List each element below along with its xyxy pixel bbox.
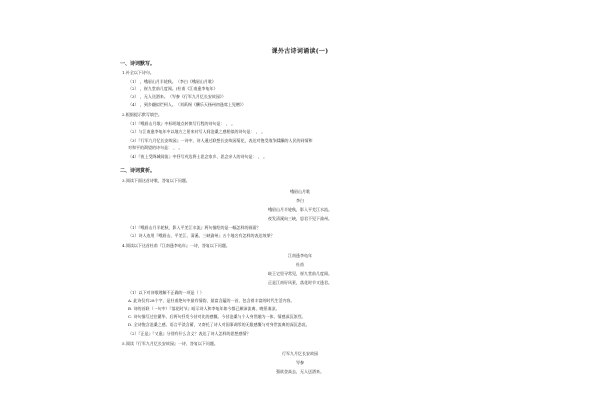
q4-item: （1）以下对诗歌理解不正确的一项是（ ） <box>128 290 204 295</box>
question-1: 1.补全以下诗句。 <box>122 70 154 75</box>
q2-line: （4）『夜上受降城闻笛』中抒写戍边将士思念家乡、思念亲人的诗句是： ， 。 <box>128 154 268 159</box>
poem-2-line: 正是江南好风景，落花时节又逢君。 <box>268 280 332 285</box>
poem-3-line: 强欲登高去，无人送酒来。 <box>276 369 324 374</box>
q3-item: （2）诗人连用『峨眉山、平羌江、清溪、三峡渝州』五个地名有怎样的表达效果？ <box>128 233 275 238</box>
page-title: 课外古诗词诵读(一) <box>271 48 329 55</box>
section-1-heading: 一、诗词默写。 <box>120 61 156 67</box>
q2-line: （1）『峨眉山月歌』中标明地点转换写行程的诗句是： ， 。 <box>128 121 236 126</box>
q4-option: A. 此诗仅有28个字，是杜甫绝句中最有情韵、最富含蕴的一首，包含着丰富的时代生活内容。 <box>128 298 295 303</box>
q1-line: （1） ，峨眉山月半轮秋。（李白《峨眉山月歌》 <box>128 79 216 84</box>
poem-2-title: 江南逢李龟年 <box>288 253 312 258</box>
poem-1-line: 夜发清溪向三峡，思君不见下渝州。 <box>268 216 332 221</box>
q4-option: D. 全诗饱含沧桑之感，语言平淡含蓄，又寄托了诗人对国事凋零的无限感慨与对身世流离的深沉悲哀。 <box>128 322 310 327</box>
q4-item: （2）『正是』『又逢』分别有什么含义？表达了诗人怎样的思想感情？ <box>128 331 251 336</box>
question-4: 4.阅读以下这首杜甫『江南逢李龟年』一诗，答复以下问题。 <box>122 243 230 248</box>
q3-item: （1）『峨眉山月半轮秋，影入平羌江水流』两句描绘的是一幅怎样的画面？ <box>128 225 261 230</box>
q1-line: （3） ，无人送酒来。（岑参《行军九月忆长安故园》） <box>128 94 226 99</box>
q2-line: 对和平的渴望的诗句是： ， 。 <box>128 145 183 150</box>
question-2: 2.根据提示默写填空。 <box>122 112 162 117</box>
poem-1-line: 峨眉山月半轮秋，影入平羌江水流。 <box>268 207 332 212</box>
q2-line: （3）『行军九月忆长安故园』一诗中，诗人通过联想长安故园菊花，表达对饱受战争蹂躏的人民的同情和 <box>128 138 313 143</box>
q4-option: C. 诗句描写过往繁华，后两句抒发今昔对比的感慨。今昔沧桑与个人身世融为一体，情感深沉浓烈。 <box>128 314 306 319</box>
question-5: 5.阅读『行军九月忆长安故园』一诗，答复以下问题。 <box>122 341 218 346</box>
question-3: 3.阅读下面这首诗歌，答复以下问题。 <box>122 178 190 183</box>
q2-line: （2）与江南逢李龟年中以地方之景来衬写人间沧桑之感相似的诗句是： ， 。 <box>128 129 266 134</box>
poem-2-line: 岐王宅里寻常见，崔九堂前几度闻。 <box>268 271 332 276</box>
q1-line: （2） ，崔九堂前几度闻。(杜甫《江南逢李龟年》 <box>128 86 218 91</box>
poem-3-title: 行军九月忆长安故园 <box>282 351 318 356</box>
poem-3-author: 岑参 <box>296 360 304 365</box>
poem-1-title: 峨眉山月歌 <box>290 189 310 194</box>
section-2-heading: 二、诗词赏析。 <box>120 168 156 174</box>
q4-option: B. 诗的首联（一句中）『落花时节』暗示诗人和李龟年如今都已颠沛流离、晚景凄凉。 <box>128 306 280 311</box>
q1-line: （4） ，到乡翻似烂柯人。（刘禹锡《酬乐天扬州初逢席上见赠》） <box>128 102 246 107</box>
poem-1-author: 李白 <box>296 198 304 203</box>
poem-2-author: 杜甫 <box>296 262 304 267</box>
